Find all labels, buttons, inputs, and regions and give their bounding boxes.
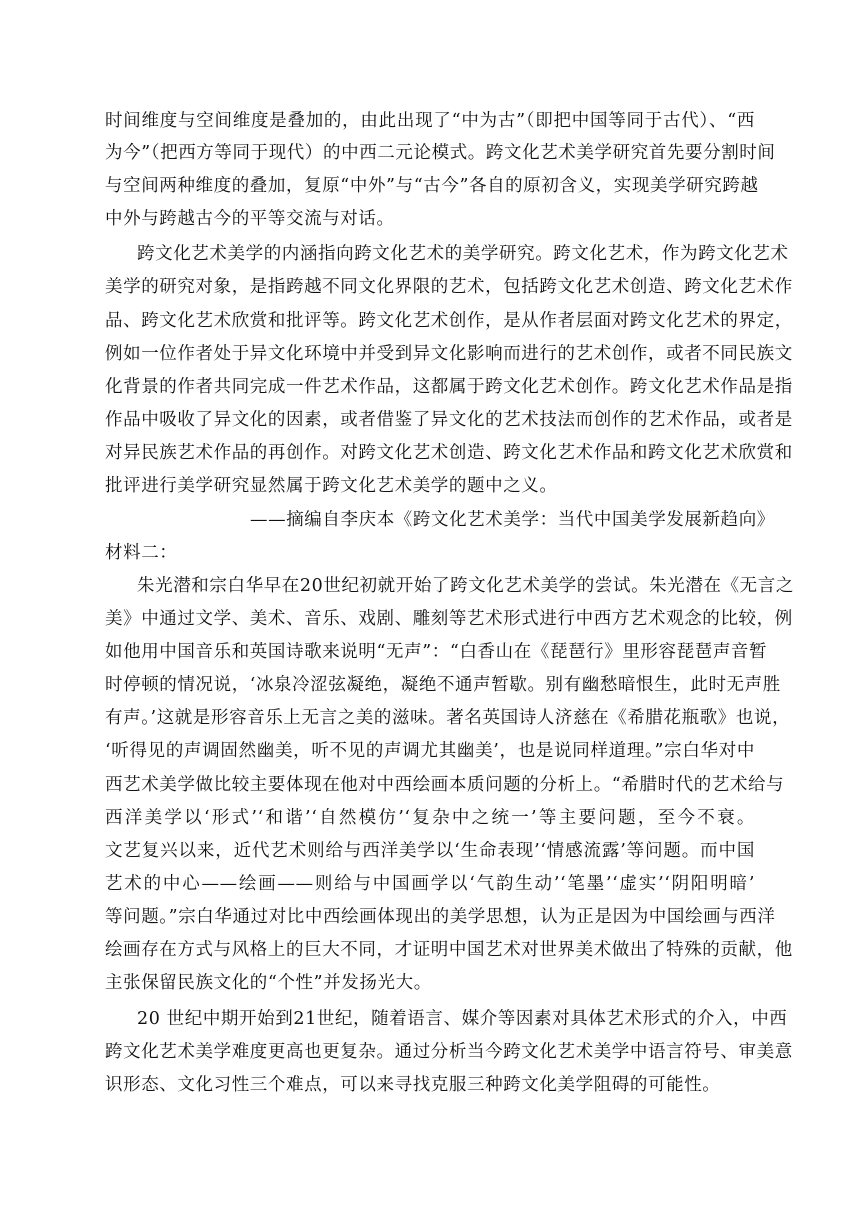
text-line: 与空间两种维度的叠加，复原“中外”与“古今”各自的原初含义，实现美学研究跨越 [105,176,759,196]
text-line: 西洋美学以‘形式’‘和谐’‘自然模仿’‘复杂中之统一’等主要问题，至今不衰。 [105,808,755,828]
text-line: 美学的研究对象，是指跨越不同文化界限的艺术，包括跨文化艺术创造、跨文化艺术作 [105,277,793,297]
section-label: 材料二： [105,543,178,563]
paragraph-first-line: 跨文化艺术美学的内涵指向跨文化艺术的美学研究。跨文化艺术，作为跨文化艺术 [137,244,789,264]
text-line: 有声。’这就是形容音乐上无言之美的滋味。著名英国诗人济慈在《希腊花瓶歌》也说， [105,708,791,728]
text-line: 等问题。”宗白华通过对比中西绘画体现出的美学思想，认为正是因为中国绘画与西洋 [105,907,776,927]
text-line: ‘听得见的声调固然幽美，听不见的声调尤其幽美’，也是说同样道理。”宗白华对中 [105,741,755,761]
paragraph-first-line: 朱光潜和宗白华早在20世纪初就开始了跨文化艺术美学的尝试。朱光潜在《无言之 [137,576,794,596]
text-line: 时停顿的情况说，‘冰泉冷涩弦凝绝，凝绝不通声暂歇。别有幽愁暗恨生，此时无声胜 [105,675,781,695]
text-line: 例如一位作者处于异文化环境中并受到异文化影响而进行的艺术创作，或者不同民族文 [105,344,793,364]
text-line: 西艺术美学做比较主要体现在他对中西绘画本质问题的分析上。“希腊时代的艺术给与 [105,775,785,795]
text-line: 文艺复兴以来，近代艺术则给与西洋美学以‘生命表现’‘情感流露’等问题。而中国 [105,841,755,861]
text-line: 为今”（把西方等同于现代）的中西二元论模式。跨文化艺术美学研究首先要分割时间 [105,143,776,163]
text-line: 绘画存在方式与风格上的巨大不同，才证明中国艺术对世界美术做出了特殊的贡献，他 [105,940,793,960]
text-line: 作品中吸收了异文化的因素，或者借鉴了异文化的艺术技法而创作的艺术作品，或者是 [105,410,793,430]
text-line: 主张保留民族文化的“个性”并发扬光大。 [105,973,432,993]
text-line: 批评进行美学研究显然属于跨文化艺术美学的题中之义。 [105,476,558,496]
text-line: 美》中通过文学、美术、音乐、戏剧、雕刻等艺术形式进行中西方艺术观念的比较，例 [105,609,793,629]
text-line: 识形态、文化习性三个难点，可以来寻找克服三种跨文化美学阻碍的可能性。 [105,1075,721,1095]
text-line: 如他用中国音乐和英国诗歌来说明“无声”：“白香山在《琵琶行》里形容琵琶声音暂 [105,642,768,662]
text-line: 品、跨文化艺术欣赏和批评等。跨文化艺术创作，是从作者层面对跨文化艺术的界定， [105,311,793,331]
text-line: 跨文化艺术美学难度更高也更复杂。通过分析当今跨文化艺术美学中语言符号、审美意 [105,1042,793,1062]
text-line: 时间维度与空间维度是叠加的，由此出现了“中为古”（即把中国等同于古代）、“西 [105,111,755,131]
text-line: 化背景的作者共同完成一件艺术作品，这都属于跨文化艺术创作。跨文化艺术作品是指 [105,377,793,397]
text-line: 艺术的中心——绘画——则给与中国画学以‘气韵生动’‘笔墨’‘虚实’‘阴阳明暗’ [105,874,755,894]
paragraph-first-line: 20 世纪中期开始到21世纪，随着语言、媒介等因素对具体艺术形式的介入，中西 [137,1009,788,1029]
text-line: 中外与跨越古今的平等交流与对话。 [105,209,395,229]
text-line: 对异民族艺术作品的再创作。对跨文化艺术创造、跨文化艺术作品和跨文化艺术欣赏和 [105,443,793,463]
source-attribution: ——摘编自李庆本《跨文化艺术美学：当代中国美学发展新趋向》 [250,510,775,530]
